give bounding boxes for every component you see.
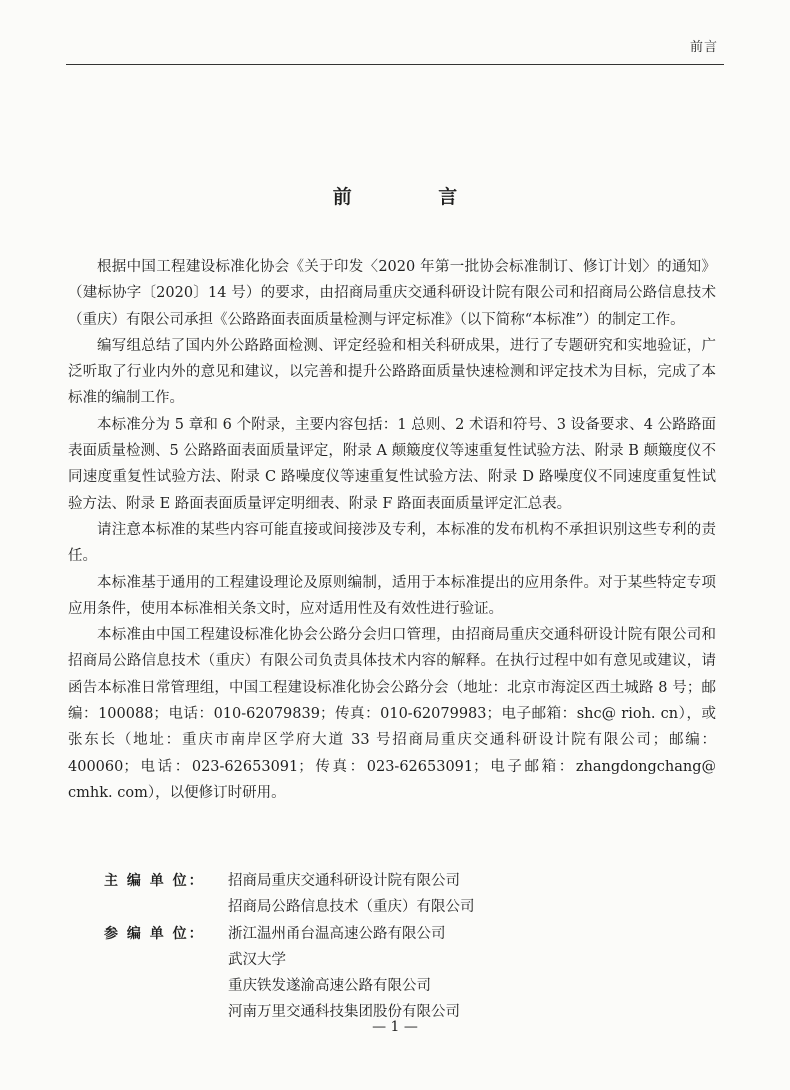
participating-units-group (104, 921, 475, 1026)
unit-item: 招商局公路信息技术（重庆）有限公司 (228, 899, 475, 916)
participating-units-label: 参 编 单 位： (104, 925, 205, 942)
drafting-units (104, 868, 475, 1026)
paragraph: 根据中国工程建设标准化协会《关于印发〈2020 年第一批协会标准制订、修订计划〉的通知》（建标协字〔2020〕14 号）的要求，由招商局重庆交通科研设计院有限公司和招商局公路信息技术（重庆）有限公司承担《公路路面表面质量检测与评定标准》（以下简称“本标准”）的制定工作。 (68, 259, 716, 328)
paragraph: 编写组总结了国内外公路路面检测、评定经验和相关科研成果，进行了专题研究和实地验证，广泛听取了行业内外的意见和建议，以完善和提升公路路面质量快速检测和评定技术为目标，完成了本标准的编制工作。 (68, 337, 716, 407)
header-rule (66, 64, 724, 65)
chief-units-label: 主 编 单 位： (104, 873, 205, 889)
unit-item: 招商局重庆交通科研设计院有限公司 (228, 873, 460, 889)
running-head: 前言 (689, 40, 718, 55)
unit-item: 河南万里交通科技集团股份有限公司 (228, 1004, 460, 1021)
paragraph: 本标准由中国工程建设标准化协会公路分会归口管理，由招商局重庆交通科研设计院有限公司和招商局公路信息技术（重庆）有限公司负责具体技术内容的解释。在执行过程中如有意见或建议，请函告本标准日常管理组，中国工程建设标准化协会公路分会（地址：北京市海淀区西土城路 8 号；邮编：100088；电话：010-62079839；传真：010-62079983；电子邮箱：shc@ rioh. cn），或张东长（地址：重庆市南岸区学府大道 33 号招商局重庆交通科研设计院有限公司；邮编：400060；电话：023-62653091；传真：023-62653091；电子邮箱：zhangdongchang@ cmhk. com），以便修订时研用。 (68, 627, 716, 801)
unit-item: 浙江温州甬台温高速公路有限公司 (228, 925, 446, 942)
paragraph: 请注意本标准的某些内容可能直接或间接涉及专利，本标准的发布机构不承担识别这些专利的责任。 (68, 521, 716, 565)
body-text (68, 254, 716, 806)
unit-item: 重庆铁发遂渝高速公路有限公司 (228, 978, 431, 995)
participating-units-list (228, 921, 460, 1026)
paragraph: 本标准基于通用的工程建设理论及原则编制，适用于本标准提出的应用条件。对于某些特定专项应用条件，使用本标准相关条文时，应对适用性及有效性进行验证。 (68, 574, 716, 617)
chief-units-list (228, 868, 475, 921)
unit-item: 武汉大学 (228, 951, 286, 968)
chief-units-group (104, 868, 475, 921)
page-title: 前 言 (332, 186, 498, 208)
page-number: — 1 — (372, 1019, 418, 1035)
paragraph: 本标准分为 5 章和 6 个附录，主要内容包括：1 总则、2 术语和符号、3 设备要求、4 公路路面表面质量检测、5 公路路面表面质量评定，附录 A 颠簸度仪等速重复性试验方法、附录 B 颠簸度仪不同速度重复性试验方法、附录 C 路噪度仪等速重复性试验方法、附录 D 路噪度仪不同速度重复性试验方法、附录 E 路面表面质量评定明细表、附录 F 路面表面质量评定汇总表。 (68, 416, 716, 512)
